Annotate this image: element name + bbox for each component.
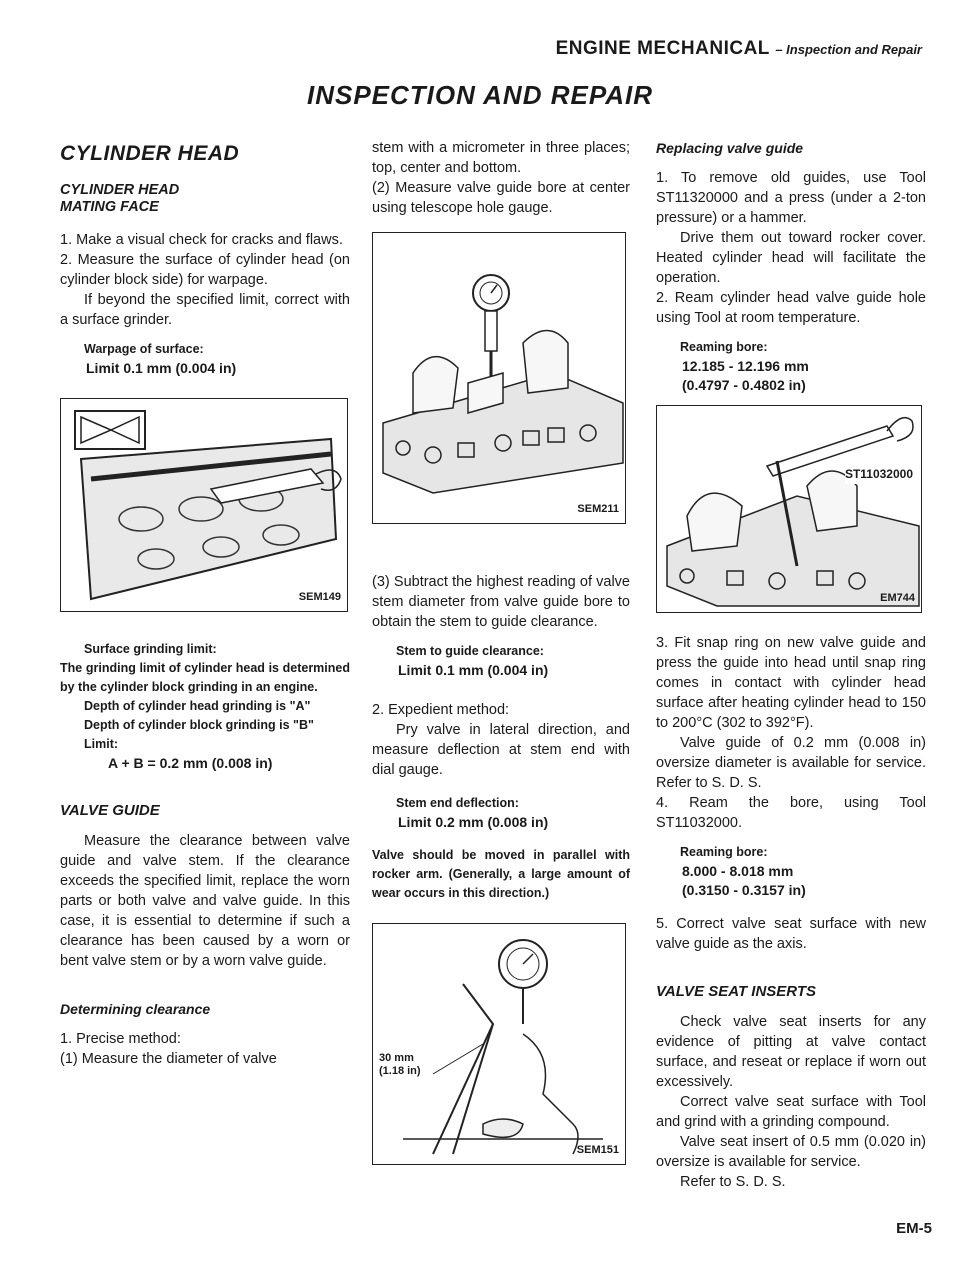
figure-sem211 <box>372 232 626 524</box>
replace-step-4: 4. Ream the bore, using Tool ST11032000. <box>656 795 926 831</box>
header-section: ENGINE MECHANICAL <box>555 38 770 59</box>
heading-determining-clearance: Determining clearance <box>60 1001 211 1017</box>
replace-step-3: 3. Fit snap ring on new valve guide and press the guide into head until snap ring comes in contact with cylinder head surface after heating cylinder head to 150 to 200°C (302 to 392°F). <box>656 635 926 731</box>
spec-warpage: Warpage of surface: Limit 0.1 mm (0.004 in) <box>84 342 237 376</box>
micrometer-text: stem with a micrometer in three places; top, center and bottom. <box>372 140 630 176</box>
depth-head: Depth of cylinder head grinding is "A" <box>84 699 311 713</box>
grinding-limit-text: The grinding limit of cylinder head is determined by the cylinder block grinding in an engine. <box>60 661 350 694</box>
subheading-mating-face: CYLINDER HEAD MATING FACE <box>60 182 180 215</box>
figure-label: SEM151 <box>576 1144 619 1156</box>
step-visual-check: 1. Make a visual check for cracks and flaws. <box>60 232 343 248</box>
heading-valve-guide: VALVE GUIDE <box>60 802 160 819</box>
heading-cylinder-head: CYLINDER HEAD <box>60 142 240 165</box>
reamer-illustration <box>657 406 921 612</box>
figure-em744 <box>656 405 922 613</box>
parallel-note: Valve should be moved in parallel with rocker arm. (Generally, a large amount of wear occurs in this direction.) <box>372 848 630 900</box>
column-3 <box>656 138 926 1192</box>
tool-number-callout: ST11032000 <box>845 464 913 484</box>
running-header <box>556 38 922 60</box>
measure-diameter: (1) Measure the diameter of valve <box>60 1051 277 1067</box>
column-1 <box>60 138 350 1069</box>
limit-value: A + B = 0.2 mm (0.008 in) <box>108 755 273 771</box>
expedient-text: Pry valve in lateral direction, and measure deflection at stem end with dial gauge. <box>372 722 630 778</box>
heading-valve-seat-inserts: VALVE SEAT INSERTS <box>656 983 817 1000</box>
figure-sem149 <box>60 398 348 612</box>
heading-replacing-valve-guide: Replacing valve guide <box>656 140 804 156</box>
inserts-text-1: Check valve seat inserts for any evidence of pitting at valve contact surface, and reseat or replace if worn out excessively. <box>656 1014 926 1090</box>
inserts-text-3: Valve seat insert of 0.5 mm (0.020 in) oversize is available for service. <box>656 1134 926 1170</box>
replace-step-1: 1. To remove old guides, use Tool ST11320000 and a press (under a 2-ton pressure) or a hammer. <box>656 170 926 226</box>
precise-method: 1. Precise method: <box>60 1031 181 1047</box>
replace-step-2: 2. Ream cylinder head valve guide hole using Tool at room temperature. <box>656 290 926 326</box>
expedient-method: 2. Expedient method: <box>372 702 510 718</box>
spec-reaming-bore-1: Reaming bore: 12.185 - 12.196 mm (0.4797 - 0.4802 in) <box>680 340 809 393</box>
replace-step-1-note: Drive them out toward rocker cover. Heated cylinder head will facilitate the operation. <box>656 230 926 286</box>
replace-step-3-note: Valve guide of 0.2 mm (0.008 in) oversize diameter is available for service. Refer to S. D. S. <box>656 735 926 791</box>
grinding-limit-label: Surface grinding limit: <box>84 642 217 656</box>
spec-reaming-bore-2: Reaming bore: 8.000 - 8.018 mm (0.3150 - 0.3157 in) <box>680 845 806 898</box>
header-subsection: – Inspection and Repair <box>775 42 922 57</box>
depth-block: Depth of cylinder block grinding is "B" <box>84 718 314 732</box>
limit-label: Limit: <box>84 737 119 751</box>
telescope-gauge-text: (2) Measure valve guide bore at center using telescope hole gauge. <box>372 180 630 216</box>
dial-gauge-illustration <box>373 924 625 1164</box>
step-measure-surface: 2. Measure the surface of cylinder head (on cylinder block side) for warpage. <box>60 252 350 288</box>
figure-label: EM744 <box>880 592 915 604</box>
replace-step-5: 5. Correct valve seat surface with new valve guide as the axis. <box>656 916 926 952</box>
inserts-text-2: Correct valve seat surface with Tool and grind with a grinding compound. <box>656 1094 926 1130</box>
cylinder-head-straightedge-illustration <box>61 399 347 611</box>
figure-sem151 <box>372 923 626 1165</box>
dimension-callout: 30 mm (1.18 in) <box>379 1052 421 1077</box>
page-title: INSPECTION AND REPAIR <box>306 80 654 110</box>
spec-stem-clearance: Stem to guide clearance: Limit 0.1 mm (0.004 in) <box>396 644 549 678</box>
step-note: If beyond the specified limit, correct with a surface grinder. <box>60 292 350 328</box>
spec-stem-deflection: Stem end deflection: Limit 0.2 mm (0.008 in) <box>396 796 549 830</box>
figure-label: SEM149 <box>298 591 341 603</box>
subtract-text: (3) Subtract the highest reading of valve stem diameter from valve guide bore to obtain the stem to guide clearance. <box>372 574 630 630</box>
valve-guide-text: Measure the clearance between valve guide and valve stem. If the clearance exceeds the specified limit, replace the worn parts or both valve and valve guide. In this case, it is essential to determine if such a clearance has been caused by a worn or bent valve stem or by a worn valve guide. <box>60 833 350 969</box>
column-2 <box>372 138 630 1165</box>
inserts-text-4: Refer to S. D. S. <box>680 1174 786 1190</box>
page-number: EM-5 <box>896 1220 932 1237</box>
figure-label: SEM211 <box>577 503 619 515</box>
telescope-gauge-illustration <box>373 233 625 523</box>
